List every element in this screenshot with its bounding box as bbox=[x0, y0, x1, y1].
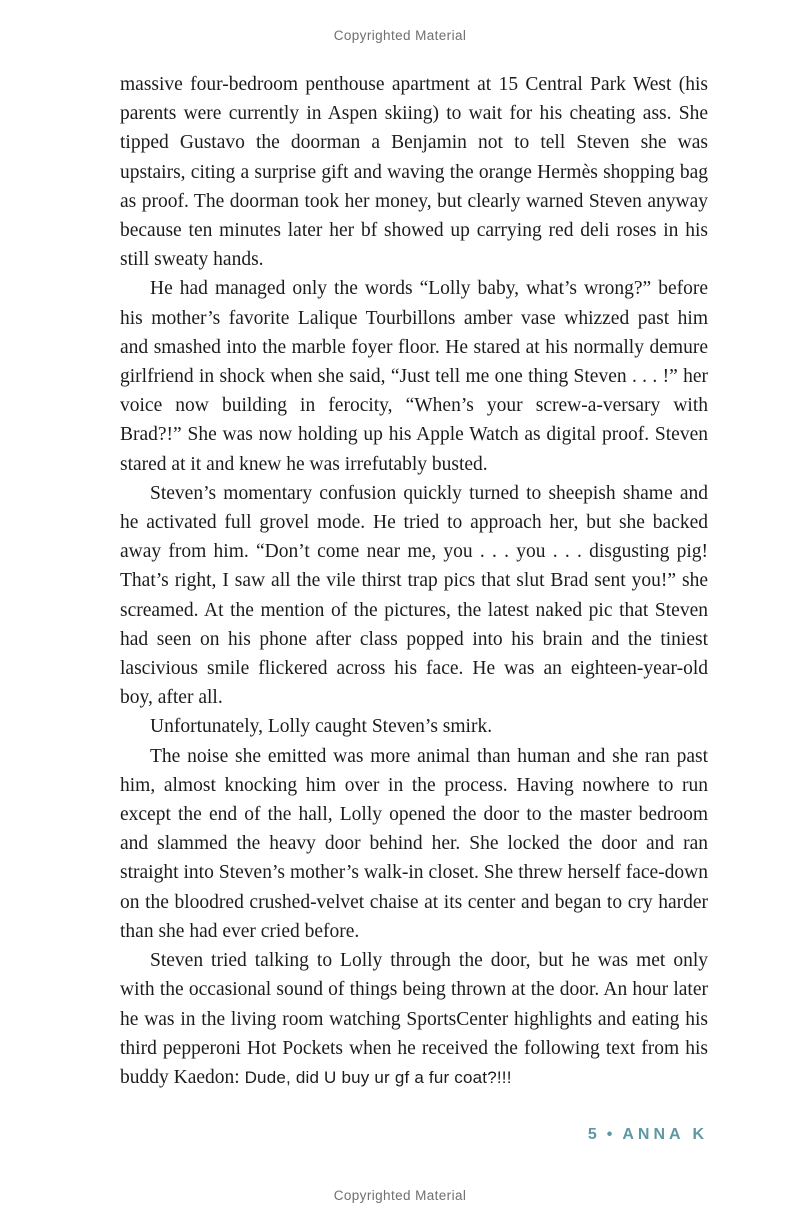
text-message-quote: Dude, did U buy ur gf a fur coat?!!! bbox=[244, 1067, 512, 1087]
paragraph: Unfortunately, Lolly caught Steven’s smirk. bbox=[150, 716, 493, 738]
paragraph: Steven’s momentary confusion quickly turned to sheepish shame and he activated full grovel mode. He tried to approach her, but she backed away from him. “Don’t come near me, you . . . you . . . disgusting pig! That’s right, I saw all the vile thirst trap pics that slut Brad sent you!” she screamed. At the mention of the pictures, the latest naked pic that Steven had seen on his phone after class popped into his brain and the tiniest lascivious smile flickered across his face. He was an eighteen-year-old boy, after all. bbox=[120, 482, 708, 709]
paragraph-text: Steven tried talking to Lolly through the door, but he was met only with the occasional sound of things being thrown at the door. An hour later he was in the living room watching SportsCenter highlights and eating his third pepperoni Hot Pockets when he received the following text from his buddy Kaedon: bbox=[120, 950, 708, 1088]
copyright-notice-top: Copyrighted Material bbox=[333, 28, 467, 43]
page-text-block bbox=[120, 70, 708, 1092]
book-title: ANNA K bbox=[622, 1126, 708, 1143]
footer-separator: • bbox=[606, 1126, 617, 1143]
paragraph: He had managed only the words “Lolly baby, what’s wrong?” before his mother’s favorite Lalique Tourbillons amber vase whizzed past him and smashed into the marble foyer floor. He stared at his normally demure girlfriend in shock when she said, “Just tell me one thing Steven . . . !” her voice now building in ferocity, “When’s your screw-a-versary with Brad?!” She was now holding up his Apple Watch as digital proof. Steven stared at it and knew he was irrefutably busted. bbox=[120, 278, 708, 475]
page-footer bbox=[588, 1126, 708, 1144]
paragraph bbox=[120, 946, 708, 1092]
paragraph: massive four-bedroom penthouse apartment at 15 Central Park West (his parents were currently in Aspen skiing) to wait for his cheating ass. She tipped Gustavo the doorman a Benjamin not to tell Steven she was upstairs, citing a surprise gift and waving the orange Hermès shopping bag as proof. The doorman took her money, but clearly warned Steven anyway because ten minutes later her bf showed up carrying red deli roses in his still sweaty hands. bbox=[120, 74, 708, 271]
copyright-notice-bottom: Copyrighted Material bbox=[333, 1188, 467, 1203]
paragraph: The noise she emitted was more animal than human and she ran past him, almost knocking him over in the process. Having nowhere to run except the end of the hall, Lolly opened the door to the master bedroom and slammed the heavy door behind her. She locked the door and ran straight into Steven’s mother’s walk-in closet. She threw herself face-down on the bloodred crushed-velvet chaise at its center and began to cry harder than she had ever cried before. bbox=[120, 745, 708, 942]
page-number: 5 bbox=[587, 1126, 601, 1143]
